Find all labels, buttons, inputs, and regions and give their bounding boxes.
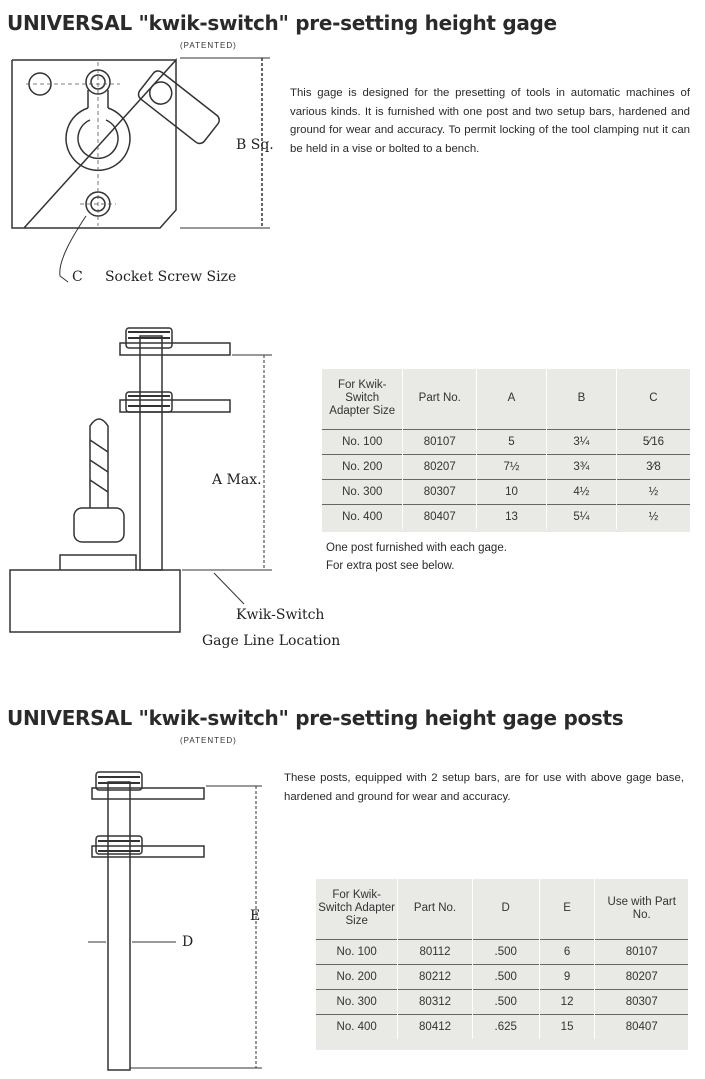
note-extra-post: For extra post see below. xyxy=(326,560,455,572)
cell-e: 9 xyxy=(539,964,595,989)
col-header-d: D xyxy=(472,879,539,939)
section1-patented: (PATENTED) xyxy=(180,41,237,50)
cell-e: 15 xyxy=(539,1014,595,1039)
col-header-c: C xyxy=(616,369,690,429)
col-header-adapter-size: For Kwik-Switch Adapter Size xyxy=(329,379,396,418)
section2-title: UNIVERSAL "kwik-switch" pre-setting height gage posts xyxy=(7,706,624,730)
table-row xyxy=(316,964,688,989)
cell-part: 80107 xyxy=(403,429,477,454)
cell-part: 80407 xyxy=(403,504,477,529)
cell-part: 80312 xyxy=(398,989,472,1014)
label-c-socket-screw: C Socket Screw Size xyxy=(72,269,237,285)
cell-size: No. 200 xyxy=(322,454,403,479)
section2-patented: (PATENTED) xyxy=(180,736,237,745)
cell-c: ½ xyxy=(616,479,690,504)
cell-d: .500 xyxy=(472,939,539,964)
cell-part: 80212 xyxy=(398,964,472,989)
cell-size: No. 100 xyxy=(322,429,403,454)
cell-a: 13 xyxy=(477,504,547,529)
col-header-e: E xyxy=(539,879,595,939)
label-gage-line-1: Kwik-Switch xyxy=(236,607,325,623)
cell-size: No. 400 xyxy=(316,1014,398,1039)
post-shaft xyxy=(108,782,130,1070)
table-row xyxy=(316,1014,688,1039)
section1-description: This gage is designed for the presetting of tools in automatic machines of various kinds. It is furnished with one post and two setup bars, hardened and ground for wear and accuracy. To permit locking of the tool clamping nut it can be held in a vise or bolted to a bench. xyxy=(290,87,690,155)
table-row xyxy=(316,939,688,964)
cell-b: 3¾ xyxy=(546,454,616,479)
cell-c: 5⁄16 xyxy=(616,429,690,454)
cell-part: 80412 xyxy=(398,1014,472,1039)
label-a-max: A Max. xyxy=(212,472,262,488)
cell-d: .500 xyxy=(472,989,539,1014)
col-header-part-no: Part No. xyxy=(398,879,472,939)
cell-a: 7½ xyxy=(477,454,547,479)
col-header-b: B xyxy=(546,369,616,429)
cell-size: No. 100 xyxy=(316,939,398,964)
cell-size: No. 200 xyxy=(316,964,398,989)
cell-use-with: 80307 xyxy=(595,989,688,1014)
cell-use-with: 80107 xyxy=(595,939,688,964)
col-header-part-no: Part No. xyxy=(403,369,477,429)
table-row xyxy=(316,989,688,1014)
cell-a: 10 xyxy=(477,479,547,504)
cell-a: 5 xyxy=(477,429,547,454)
cell-part: 80207 xyxy=(403,454,477,479)
label-b-square: B Sq. xyxy=(236,137,274,153)
cell-b: 5¼ xyxy=(546,504,616,529)
cell-part: 80112 xyxy=(398,939,472,964)
section1-title: UNIVERSAL "kwik-switch" pre-setting height gage xyxy=(7,11,557,35)
cell-size: No. 300 xyxy=(322,479,403,504)
cell-size: No. 400 xyxy=(322,504,403,529)
label-e: E xyxy=(250,908,261,924)
cell-b: 4½ xyxy=(546,479,616,504)
cell-d: .500 xyxy=(472,964,539,989)
cell-e: 12 xyxy=(539,989,595,1014)
cell-e: 6 xyxy=(539,939,595,964)
cell-d: .625 xyxy=(472,1014,539,1039)
cell-c: ½ xyxy=(616,504,690,529)
post-spec-table xyxy=(316,879,688,1050)
cell-part: 80307 xyxy=(403,479,477,504)
note-post-furnished: One post furnished with each gage. xyxy=(326,542,507,554)
section2-description: These posts, equipped with 2 setup bars, are for use with above gage base, hardened and ground for wear and accuracy. xyxy=(284,772,684,803)
label-gage-line-2: Gage Line Location xyxy=(202,633,341,649)
cell-use-with: 80407 xyxy=(595,1014,688,1039)
col-header-adapter-size: For Kwik-Switch Adapter Size xyxy=(318,889,396,928)
cell-size: No. 300 xyxy=(316,989,398,1014)
table-header-row xyxy=(316,879,688,939)
cell-b: 3¼ xyxy=(546,429,616,454)
col-header-a: A xyxy=(477,369,547,429)
col-header-use-with: Use with Part No. xyxy=(595,879,688,939)
label-d: D xyxy=(182,934,194,950)
cell-c: 3⁄8 xyxy=(616,454,690,479)
cell-use-with: 80207 xyxy=(595,964,688,989)
